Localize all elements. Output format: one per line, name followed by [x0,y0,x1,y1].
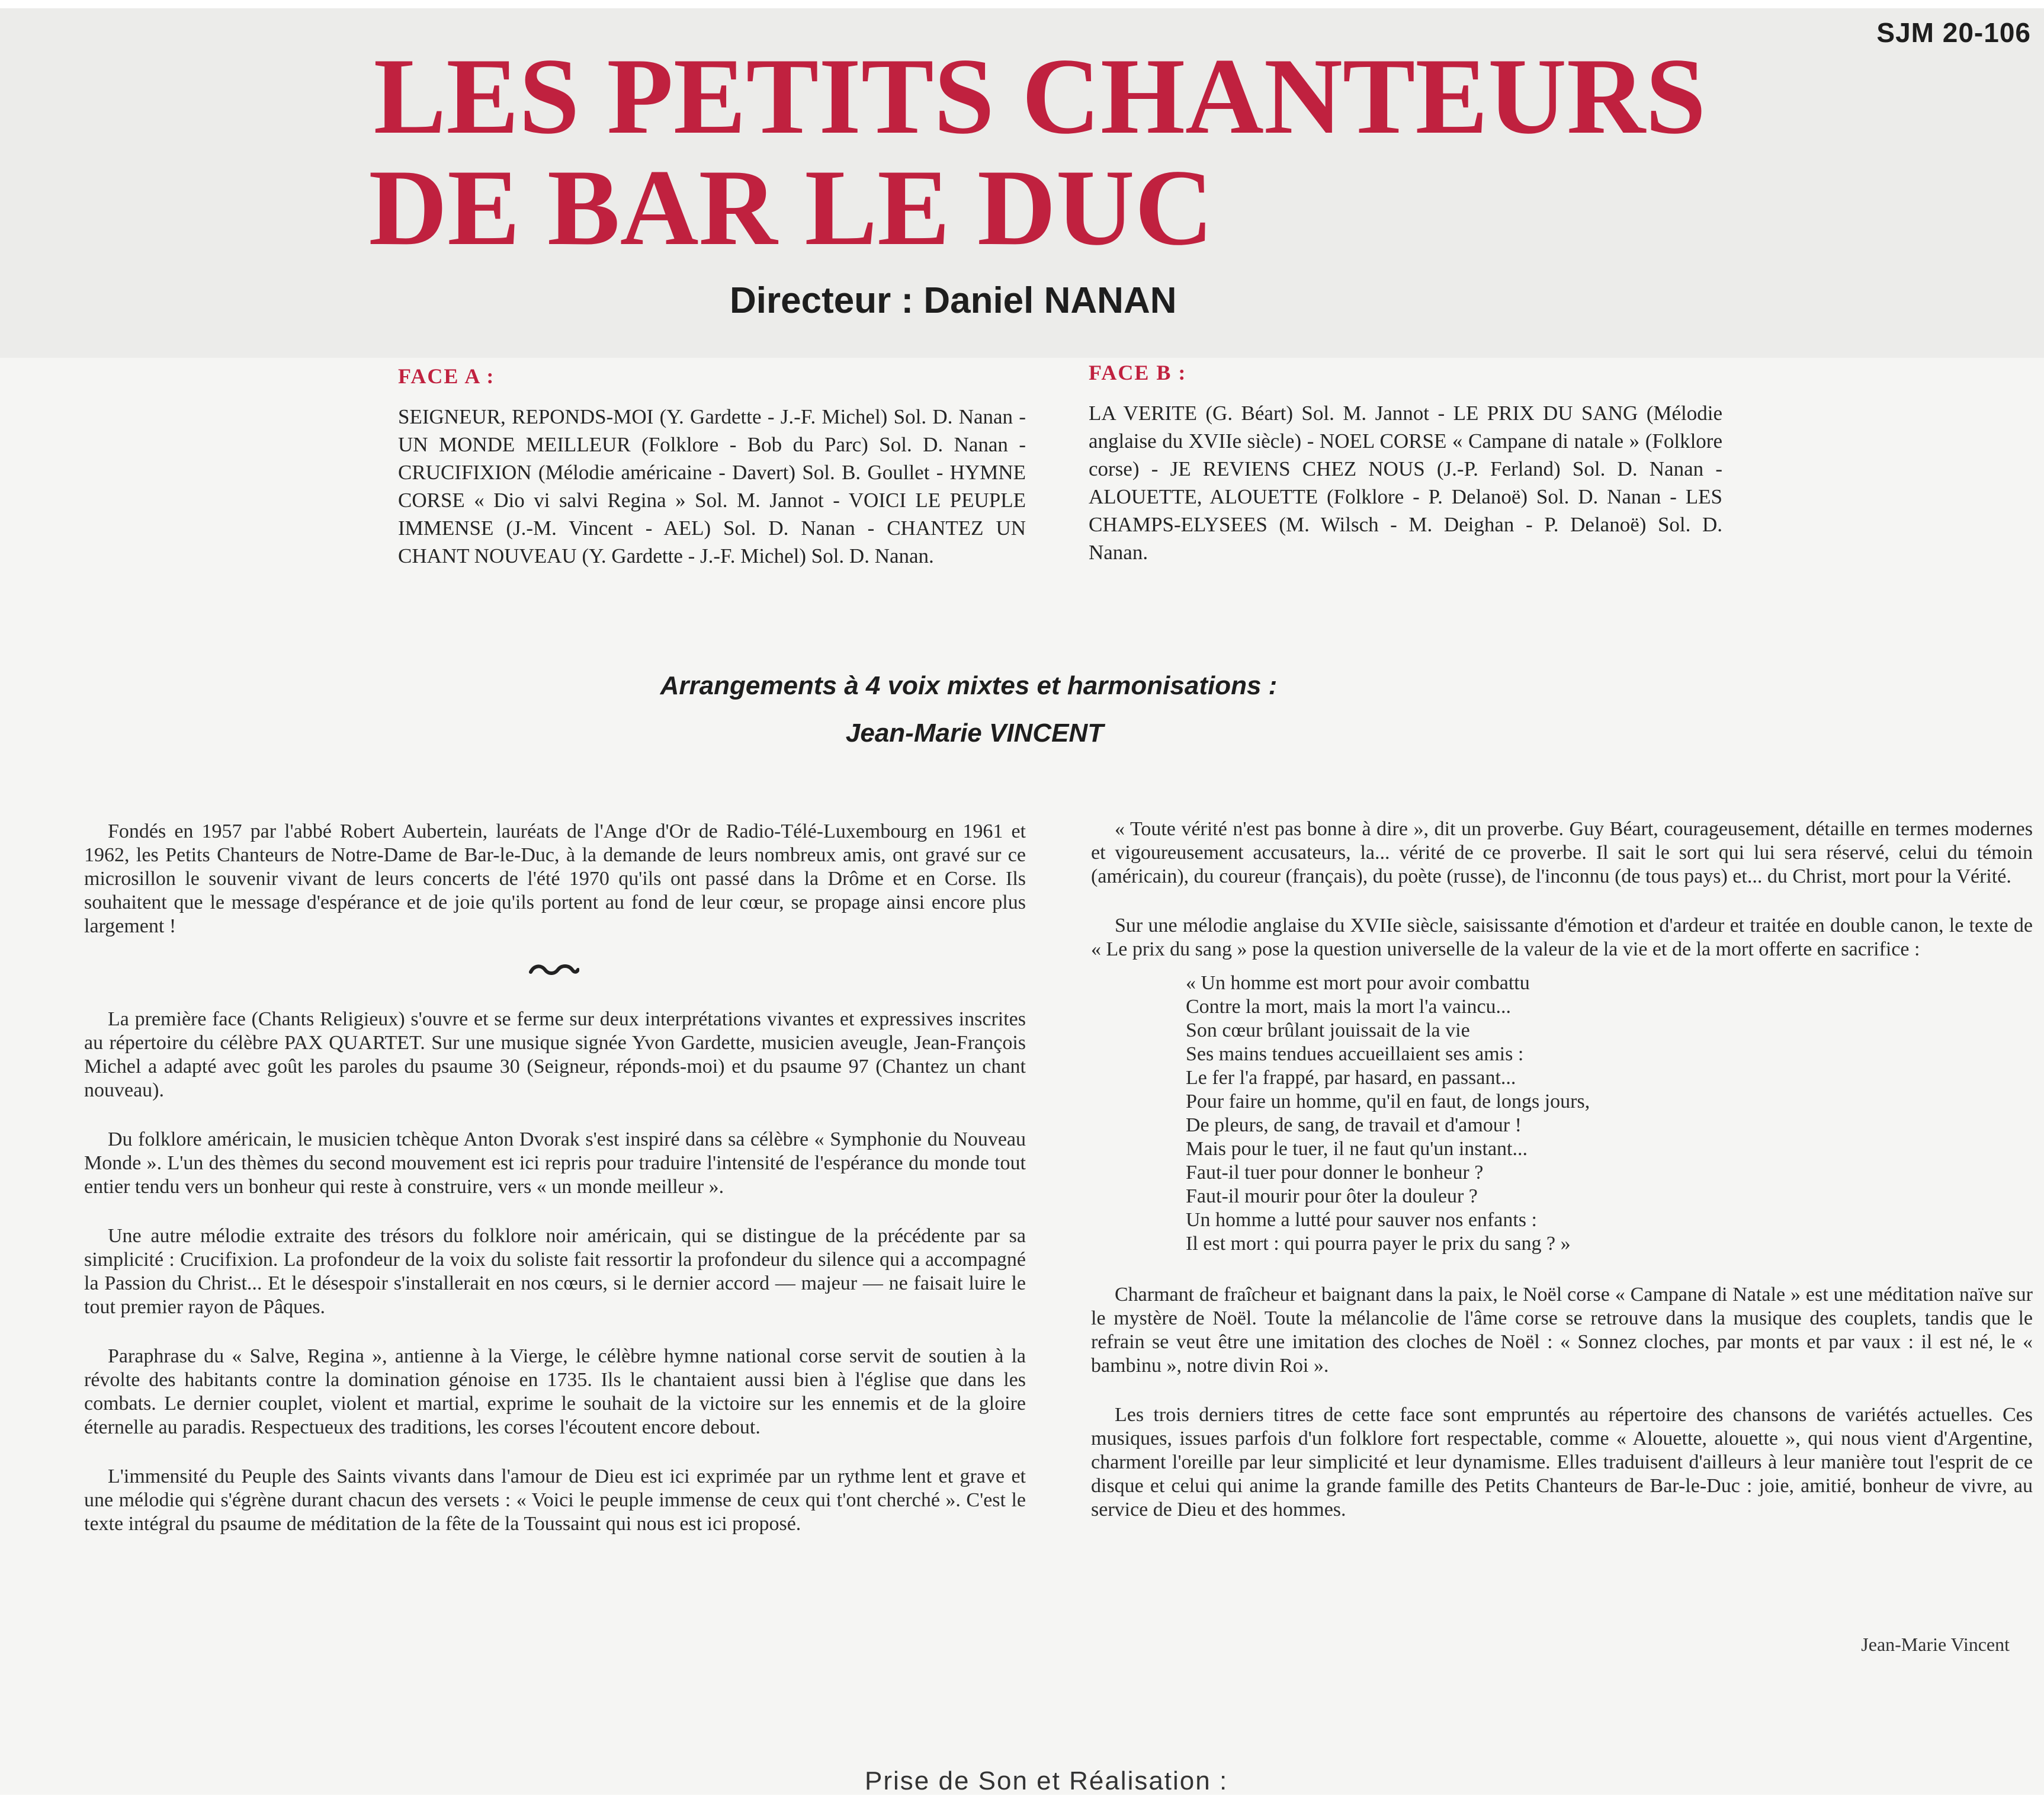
poem-excerpt [1186,971,2033,1256]
liner-notes-right-column [1091,817,2033,1547]
face-b-label: FACE B : [1089,361,1187,384]
poem-line: Faut-il mourir pour ôter la douleur ? [1186,1185,1478,1207]
poem-line: Mais pour le tuer, il ne faut qu'un instant... [1186,1138,1528,1160]
poem-line: Ses mains tendues accueillaient ses amis : [1186,1043,1524,1065]
liner-paragraph: Du folklore américain, le musicien tchèque Anton Dvorak s'est inspiré dans sa célèbre « Symphonie du Nouveau Monde ». L'un des thèmes du second mouvement est ici repris pour traduire l'intensité de l'espérance du monde tout entier tendu vers un bonheur qui reste à construire, vers « un monde meilleur ». [84,1128,1026,1198]
liner-paragraph: Les trois derniers titres de cette face sont empruntés au répertoire des chansons de variétés actuelles. Ces musiques, issues parfois d'un folklore fort respectable, comme « Alouette, alouette », qui nous vient d'Argentine, charment l'oreille par leur simplicité et leur dynamisme. Elles traduisent d'ailleurs à leur manière tout l'esprit de ce disque et celui qui anime la grande famille des Petits Chanteurs de Bar-le-Duc : joie, amitié, bonheur de vivre, au service de Dieu et des hommes. [1091,1404,2033,1521]
recording-credits: Prise de Son et Réalisation : [865,1766,1228,1795]
face-a-label: FACE A : [398,364,495,388]
arrangements-credit [0,662,2044,757]
arranger-name: Jean-Marie VINCENT [845,719,1104,748]
liner-paragraph: La première face (Chants Religieux) s'ouvre et se ferme sur deux interprétations vivantes et expressives inscrites au répertoire du célèbre PAX QUARTET. Sur une musique signée Yvon Gardette, musicien aveugle, Jean-François Michel a adapté avec goût les paroles du psaume 30 (Seigneur, réponds-moi) et du psaume 97 (Chantez un chant nouveau). [84,1008,1026,1101]
author-signature: Jean-Marie Vincent [1861,1634,2010,1655]
poem-line: Son cœur brûlant jouissait de la vie [1186,1019,1470,1041]
poem-line: Un homme a lutté pour sauver nos enfants : [1186,1209,1537,1231]
director-credit [730,280,1177,322]
poem-line: De pleurs, de sang, de travail et d'amour ! [1186,1114,1522,1136]
intro-paragraph: Fondés en 1957 par l'abbé Robert Aubertein, lauréats de l'Ange d'Or de Radio-Télé-Luxembourg en 1961 et 1962, les Petits Chanteurs de Notre-Dame de Bar-le-Duc, à la demande de leurs nombreux amis, ont gravé sur ce microsillon le souvenir vivant de leurs concerts de l'été 1970 qu'ils ont passé dans la Drôme et en Corse. Ils souhaitent que le message d'espérance et de joie qu'ils portent au fond de leur cœur, se propage ainsi encore plus largement ! [84,820,1026,937]
poem-line: Faut-il tuer pour donner le bonheur ? [1186,1162,1484,1184]
liner-paragraph: « Toute vérité n'est pas bonne à dire », dit un proverbe. Guy Béart, courageusement, détaille en termes modernes et vigoureusement accusateurs, la... vérité de ce proverbe. Il sait le sort qui lui sera réservé, celui du témoin (américain), du coureur (français), du poète (russe), de l'inconnu (de tous pays) et... du Christ, mort pour la Vérité. [1091,818,2033,887]
liner-paragraph: Sur une mélodie anglaise du XVIIe siècle, saisissante d'émotion et d'ardeur et traitée en double canon, le texte de « Le prix du sang » pose la question universelle de la valeur de la vie et de la mort offerte en sacrifice : [1091,915,2033,960]
liner-notes-left-column [84,820,1026,1561]
poem-line: Pour faire un homme, qu'il en faut, de longs jours, [1186,1091,1590,1112]
arrangements-line: Arrangements à 4 voix mixtes et harmonisations : [660,671,1278,700]
face-b-tracklist: LA VERITE (G. Béart) Sol. M. Jannot - LE PRIX DU SANG (Mélodie anglaise du XVIIe siècle) - NOEL CORSE « Campane di natale » (Folklore corse) - JE REVIENS CHEZ NOUS (J.-P. Ferland) Sol. D. Nanan - ALOUETTE, ALOUETTE (Folklore - P. Delanoë) Sol. D. Nanan - LES CHAMPS-ELYSEES (M. Wilsch - M. Deighan - P. Delanoë) Sol. D. Nanan. [1089,402,1722,564]
ornament-icon [528,964,579,977]
catalog-number: SJM 20-106 [1876,17,2031,48]
face-a-tracklist: SEIGNEUR, REPONDS-MOI (Y. Gardette - J.-F. Michel) Sol. D. Nanan - UN MONDE MEILLEUR (Folklore - Bob du Parc) Sol. D. Nanan - CRUCIFIXION (Mélodie américaine - Davert) Sol. B. Goullet - HYMNE CORSE « Dio vi salvi Regina » Sol. M. Jannot - VOICI LE PEUPLE IMMENSE (J.-M. Vincent - AEL) Sol. D. Nanan - CHANTEZ UN CHANT NOUVEAU (Y. Gardette - J.-F. Michel) Sol. D. Nanan. [398,405,1026,567]
director-name: Daniel NANAN [923,280,1177,321]
liner-paragraph: Une autre mélodie extraite des trésors du folklore noir américain, qui se distingue de la précédente par sa simplicité : Crucifixion. La profondeur de la voix du soliste fait ressortir la profondeur du silence qui a accompagné la Passion du Christ... Et le désespoir s'installerait en nos cœurs, si le dernier accord — majeur — ne faisait luire le tout premier rayon de Pâques. [84,1225,1026,1318]
album-title-line-1: LES PETITS CHANTEURS [373,36,1706,156]
album-title-line-2: DE BAR LE DUC [368,147,1214,268]
liner-paragraph: Paraphrase du « Salve, Regina », antienne à la Vierge, le célèbre hymne national corse servit de soutien à la révolte des habitants contre la domination génoise en 1735. Ils le chantaient aussi bien à l'église que dans les combats. Le dernier couplet, violent et martial, exprime le souhait de la victoire sur les ennemis et de la gloire éternelle au paradis. Respectueux des traditions, les corses l'écoutent encore debout. [84,1345,1026,1438]
liner-paragraph: Charmant de fraîcheur et baignant dans la paix, le Noël corse « Campane di Natale » est une méditation naïve sur le mystère de Noël. Toute la mélancolie de l'âme corse se retrouve dans la musique des couplets, tandis que le refrain se veut être une imitation des cloches de Noël : « Sonnez cloches, par monts et par vaux : il est né, le « bambinu », notre divin Roi ». [1091,1284,2033,1377]
director-role: Directeur : [730,280,914,321]
poem-line: « Un homme est mort pour avoir combattu [1186,972,1530,994]
poem-line: Contre la mort, mais la mort l'a vaincu... [1186,996,1512,1018]
poem-line: Il est mort : qui pourra payer le prix du sang ? » [1186,1233,1571,1255]
poem-line: Le fer l'a frappé, par hasard, en passant... [1186,1067,1516,1089]
liner-paragraph: L'immensité du Peuple des Saints vivants dans l'amour de Dieu est ici exprimée par un rythme lent et grave et une mélodie qui s'égrène durant chacun des versets : « Voici le peuple immense de ceux qui t'ont cherché ». C'est le texte intégral du psaume de méditation de la fête de la Toussaint qui nous est ici proposé. [84,1465,1026,1535]
